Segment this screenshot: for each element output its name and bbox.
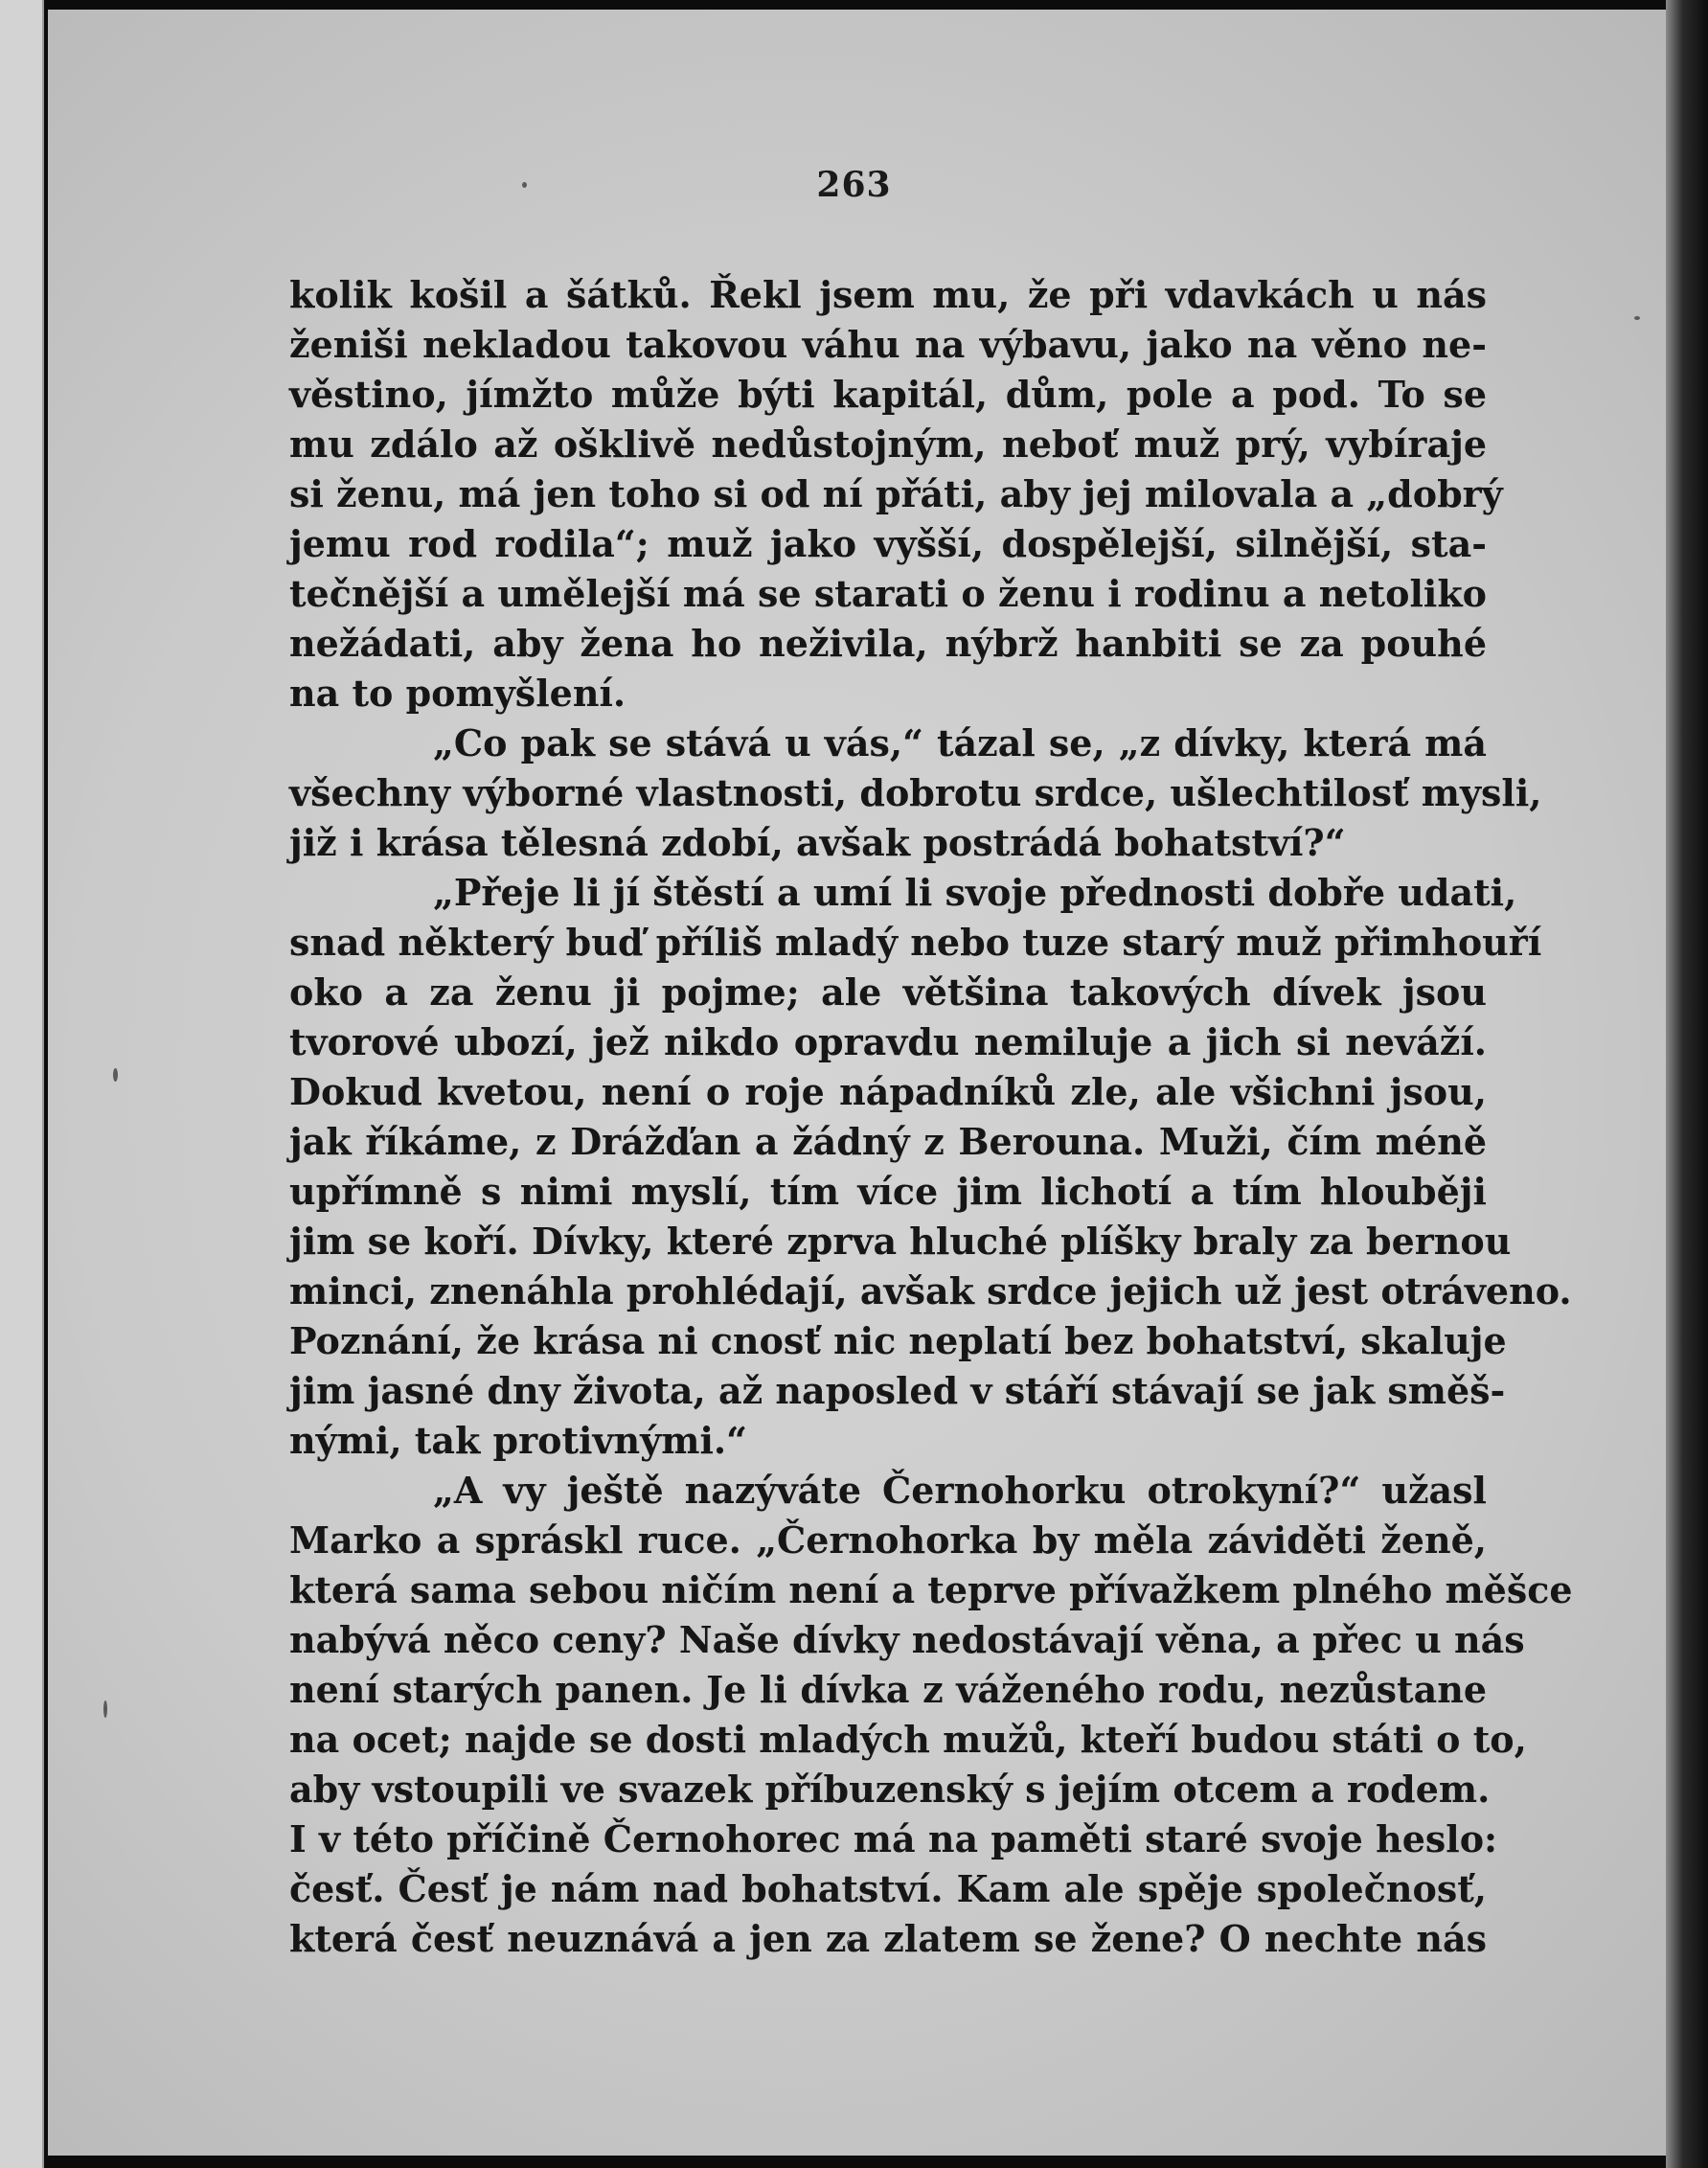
text-line: česť. Česť je nám nad bohatství. Kam ale spěje společnosť, [289,1867,1487,1910]
speck [103,1700,107,1718]
text-line: na to pomyšlení. [289,672,626,715]
text-line: jak říkáme, z Drážďan a žádný z Berouna. Muži, čím méně [289,1120,1487,1163]
text-line: jim se koří. Dívky, které zprva hluché plíšky braly za bernou [289,1220,1512,1263]
text-line: aby vstoupili ve svazek příbuzenský s jejím otcem a rodem. [289,1768,1491,1811]
text-line: Dokud kvetou, není o roje nápadníků zle, ale všichni jsou, [289,1070,1487,1113]
text-line: I v této příčině Černohorec má na paměti staré svoje heslo: [289,1817,1498,1860]
speck [1634,316,1640,320]
text-line: „Co pak se stává u vás,“ tázal se, „z dívky, která má [433,721,1487,765]
text-line: nežádati, aby žena ho neživila, nýbrž hanbiti se za pouhé [289,622,1487,665]
text-line: snad některý buď příliš mladý nebo tuze starý muž přimhouří [289,921,1542,964]
text-line: na ocet; najde se dosti mladých mužů, kteří budou státi o to, [289,1718,1527,1761]
speck [113,1068,118,1082]
text-line: Marko a spráskl ruce. „Černohorka by měla záviděti ženě, [289,1518,1487,1562]
text-line: kolik košil a šátků. Řekl jsem mu, že při vdavkách u nás [289,273,1487,316]
text-line: již i krása tělesná zdobí, avšak postrádá bohatství?“ [289,821,1346,864]
text-line: nými, tak protivnými.“ [289,1419,747,1462]
body-text [289,270,1573,1964]
text-line: nabývá něco ceny? Naše dívky nedostávají věna, a přec u nás [289,1618,1525,1661]
text-line: tvorové ubozí, jež nikdo opravdu nemiluje a jich si neváží. [289,1020,1487,1063]
text-line: tečnější a umělejší má se starati o ženu i rodinu a netoliko [289,572,1487,615]
text-line: ženiši nekladou takovou váhu na výbavu, jako na věno ne- [289,323,1487,366]
text-line: jemu rod rodila“; muž jako vyšší, dospělejší, silnější, sta- [289,522,1487,565]
text-line: upřímně s nimi myslí, tím více jim lichotí a tím hlouběji [289,1170,1487,1213]
text-line: všechny výborné vlastnosti, dobrotu srdce, ušlechtilosť mysli, [289,771,1542,814]
text-line: minci, znenáhla prohlédají, avšak srdce jejich už jest otráveno. [289,1269,1572,1312]
text-line: věstino, jímžto může býti kapitál, dům, pole a pod. To se [289,373,1487,416]
text-line: která česť neuznává a jen za zlatem se žene? O nechte nás [289,1917,1487,1960]
right-binding-shadow [1666,0,1708,2168]
text-line: mu zdálo až ošklivě nedůstojným, neboť muž prý, vybíraje [289,422,1487,466]
text-line: není starých panen. Je li dívka z váženého rodu, nezůstane [289,1668,1487,1711]
text-line: která sama sebou ničím není a teprve přívažkem plného měšce [289,1568,1573,1611]
text-line: jim jasné dny života, až naposled v stáří stávají se jak směš- [289,1369,1506,1412]
text-line: „Přeje li jí štěstí a umí li svoje přednosti dobře udati, [433,871,1517,914]
text-line: si ženu, má jen toho si od ní přáti, aby jej milovala a „dobrý [289,472,1503,515]
text-line: oko a za ženu ji pojme; ale většina takových dívek jsou [289,970,1487,1014]
page-number: 263 [816,165,892,205]
left-page-edge [0,0,44,2168]
text-line: „A vy ještě nazýváte Černohorku otrokyní?“ užasl [433,1469,1487,1512]
text-line: Poznání, že krása ni cnosť nic neplatí bez bohatství, skaluje [289,1319,1507,1362]
